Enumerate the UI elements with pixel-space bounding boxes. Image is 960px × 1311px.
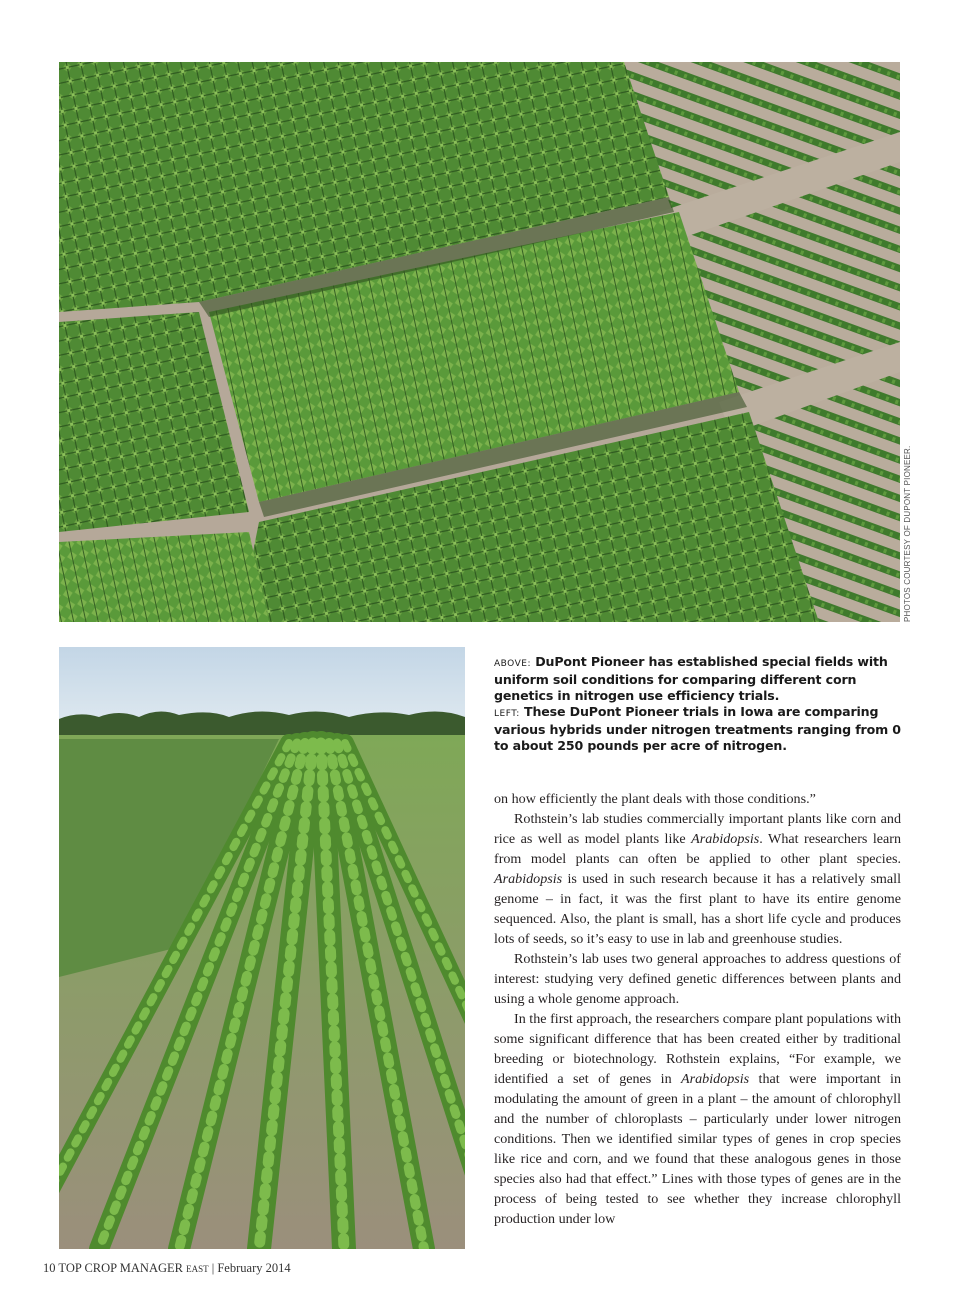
photo-caption <box>494 654 902 754</box>
issue-date: February 2014 <box>217 1261 291 1275</box>
article-body <box>494 789 901 1229</box>
footer-separator: | <box>211 1261 215 1275</box>
corn-rows-field-photo <box>59 647 465 1249</box>
magazine-name: TOP CROP MANAGER <box>58 1261 183 1275</box>
photo-credit: PHOTOS COURTESY OF DUPONT PIONEER. <box>903 445 912 622</box>
article-paragraph: on how efficiently the plant deals with those conditions.” <box>494 791 816 807</box>
article-paragraph: Rothstein’s lab uses two general approaches to address questions of interest: studying very defined genetic differences between plants and using a whole genome approach. <box>494 951 901 1007</box>
caption-left-label: LEFT: <box>494 709 520 719</box>
page-number: 10 <box>43 1261 56 1275</box>
caption-left-text: These DuPont Pioneer trials in Iowa are comparing various hybrids under nitrogen treatments ranging from 0 to about 250 pounds per acre of nitrogen. <box>494 704 901 753</box>
caption-above <box>494 654 902 704</box>
caption-above-label: ABOVE: <box>494 659 531 669</box>
page-footer <box>43 1261 291 1276</box>
aerial-corn-trial-photo <box>59 62 900 622</box>
caption-left <box>494 704 902 754</box>
article-paragraph: In the first approach, the researchers compare plant populations with some significant difference that has been created either by traditional breeding or biotechnology. Rothstein explains, “For example, we identified a set of genes in Arabidopsis that were important in modulating the amount of green in a plant – the amount of chlorophyll and the number of chloroplasts – particularly under lower nitrogen conditions. Then we identified similar types of genes in crop species like rice and corn, and we found that these analogous genes in those species also had that effect.” Lines with those types of genes are in the process of being tested to see whether they increase chlorophyll production under low <box>494 1011 901 1227</box>
magazine-edition: EAST <box>186 1264 209 1274</box>
caption-above-text: DuPont Pioneer has established special fields with uniform soil conditions for comparing different corn genetics in nitrogen use efficiency trials. <box>494 654 888 703</box>
article-paragraph: Rothstein’s lab studies commercially important plants like corn and rice as well as model plants like Arabidopsis. What researchers learn from model plants can often be applied to other plant species. Arabidopsis is used in such research because it has a relatively small genome – in fact, it was the first plant to have its entire genome sequenced. Also, the plant is small, has a short life cycle and produces lots of seeds, so it’s easy to use in lab and greenhouse studies. <box>494 811 901 947</box>
